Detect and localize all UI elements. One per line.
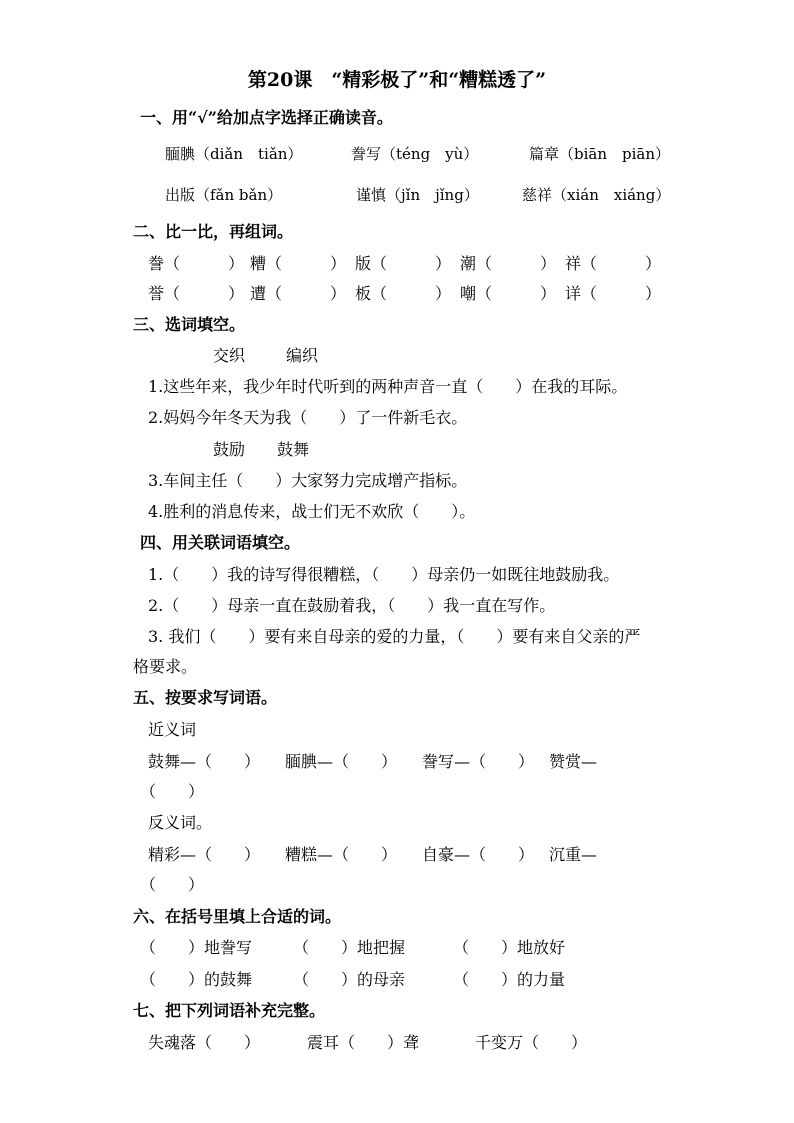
section-5-heading: 五、按要求写词语。 <box>133 688 278 707</box>
modifier-blank-item: （ ）的力量 <box>453 970 566 989</box>
section-3-heading: 三、选词填空。 <box>133 315 246 334</box>
word-option: 编织 <box>286 346 319 365</box>
antonym-item: 精彩—（ ） <box>148 845 261 864</box>
section-2-heading: 二、比一比，再组词。 <box>133 222 294 241</box>
pinyin-choice-item: 谨慎（jǐn jǐng） <box>356 186 479 204</box>
synonym-item: 鼓舞—（ ） <box>148 752 261 771</box>
modifier-blank-item: （ ）地誊写 <box>140 938 253 957</box>
word-option: 交织 <box>213 346 246 365</box>
section-7-heading: 七、把下列词语补充完整。 <box>133 1001 326 1020</box>
compare-word-item: 详（ ） <box>565 284 662 303</box>
compare-word-item: 祥（ ） <box>565 254 662 273</box>
idiom-completion-item: 千变万（ ） <box>475 1033 588 1052</box>
pinyin-choice-item: 腼腆（diǎn tiǎn） <box>165 145 303 163</box>
compare-word-item: 板（ ） <box>355 284 452 303</box>
section-1-heading: 一、用“√”给加点字选择正确读音。 <box>140 108 393 127</box>
page-title: 第20课 “精彩极了”和“糟糕透了” <box>247 69 547 91</box>
antonym-item: 糟糕—（ ） <box>285 845 398 864</box>
section-4-heading: 四、用关联词语填空。 <box>140 533 301 552</box>
modifier-blank-item: （ ）的鼓舞 <box>140 970 253 989</box>
fill-blank-question: 1.这些年来，我少年时代听到的两种声音一直（ ）在我的耳际。 <box>148 377 628 396</box>
synonym-label: 近义词 <box>148 720 197 739</box>
modifier-blank-item: （ ）的母亲 <box>293 970 406 989</box>
antonym-item: 沉重— <box>549 845 598 864</box>
antonym-item: 自豪—（ ） <box>422 845 535 864</box>
compare-word-item: 潮（ ） <box>460 254 557 273</box>
synonym-item-blank: （ ） <box>140 782 205 801</box>
conjunction-question: 2.（ ）母亲一直在鼓励着我，（ ）我一直在写作。 <box>148 596 556 615</box>
compare-word-item: 嘲（ ） <box>460 284 557 303</box>
modifier-blank-item: （ ）地放好 <box>453 938 566 957</box>
idiom-completion-item: 震耳（ ）聋 <box>307 1033 420 1052</box>
synonym-item: 誊写—（ ） <box>422 752 535 771</box>
pinyin-choice-item: 慈祥（xián xiáng） <box>522 186 671 204</box>
conjunction-question-continued: 格要求。 <box>133 657 198 676</box>
fill-blank-question: 4.胜利的消息传来，战士们无不欢欣（ ）。 <box>148 502 476 521</box>
pinyin-choice-item: 出版（fǎn bǎn） <box>165 186 283 204</box>
antonym-item-blank: （ ） <box>140 875 205 894</box>
fill-blank-question: 3.车间主任（ ）大家努力完成增产指标。 <box>148 471 468 490</box>
synonym-item: 腼腆—（ ） <box>285 752 398 771</box>
compare-word-item: 誉（ ） <box>148 284 245 303</box>
fill-blank-question: 2.妈妈今年冬天为我（ ）了一件新毛衣。 <box>148 408 468 427</box>
section-6-heading: 六、在括号里填上合适的词。 <box>133 907 342 926</box>
compare-word-item: 遭（ ） <box>250 284 347 303</box>
pinyin-choice-item: 篇章（biān piān） <box>529 145 671 163</box>
compare-word-item: 誊（ ） <box>148 254 245 273</box>
antonym-label: 反义词。 <box>148 813 213 832</box>
compare-word-item: 版（ ） <box>355 254 452 273</box>
conjunction-question: 1.（ ）我的诗写得很糟糕，（ ）母亲仍一如既往地鼓励我。 <box>148 565 620 584</box>
word-option: 鼓舞 <box>277 440 310 459</box>
pinyin-choice-item: 誊写（téng yù） <box>351 145 479 163</box>
synonym-item: 赞赏— <box>549 752 598 771</box>
modifier-blank-item: （ ）地把握 <box>293 938 406 957</box>
idiom-completion-item: 失魂落（ ） <box>148 1033 261 1052</box>
conjunction-question: 3. 我们（ ）要有来自母亲的爱的力量，（ ）要有来自父亲的严 <box>148 627 641 646</box>
compare-word-item: 糟（ ） <box>250 254 347 273</box>
word-option: 鼓励 <box>213 440 246 459</box>
